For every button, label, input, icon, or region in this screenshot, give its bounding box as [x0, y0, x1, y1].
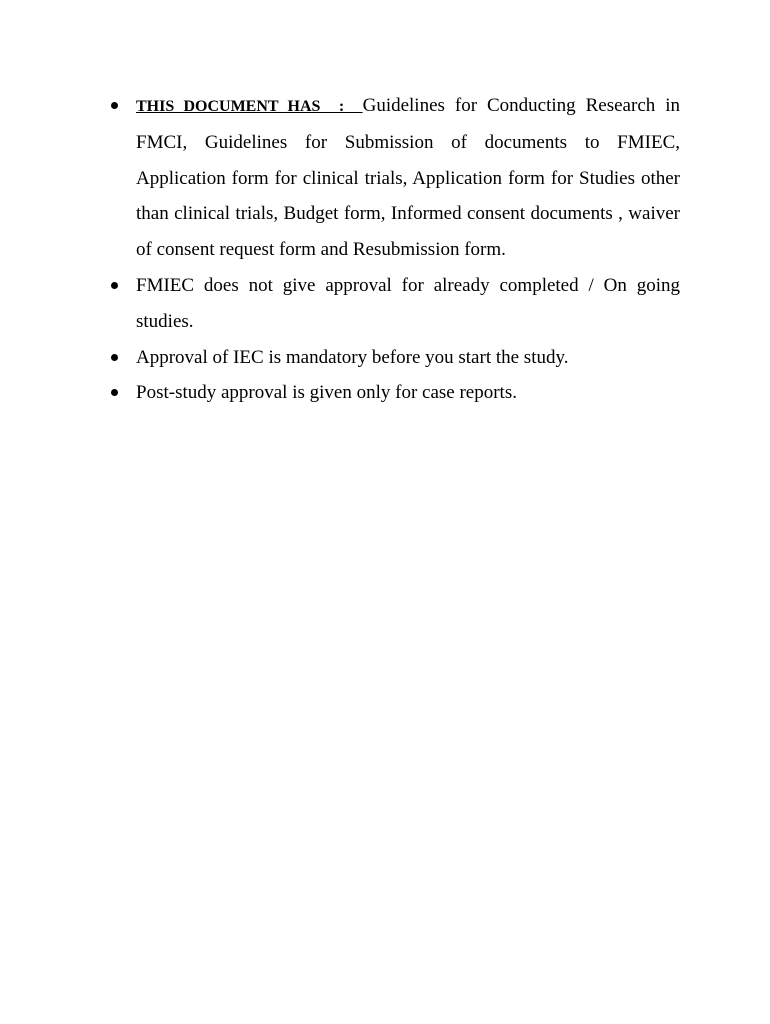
iec-mandatory-text: Approval of IEC is mandatory before you start the study.: [136, 346, 569, 368]
bullet-list: [108, 88, 680, 411]
post-study-text: Post-study approval is given only for case reports.: [136, 382, 517, 404]
bullet-item-iec-mandatory: [108, 340, 680, 376]
bullet-dot-icon: [111, 102, 118, 109]
document-contents-text: Guidelines for Conducting Research in FMCI, Guidelines for Submission of documents to FMIEC, Application form for clinical trials, Application form for Studies other than clinical trials, Budget form, Informed consent documents , waiver of consent request form and Resubmission form.: [136, 95, 680, 261]
document-has-label: THIS DOCUMENT HAS :: [136, 98, 363, 115]
bullet-item-document-contents: [108, 88, 680, 268]
approval-policy-text: FMIEC does not give approval for already completed / On going studies.: [136, 274, 680, 332]
bullet-dot-icon: [111, 282, 118, 289]
bullet-item-post-study: [108, 375, 680, 411]
bullet-item-approval-policy: [108, 268, 680, 340]
bullet-dot-icon: [111, 389, 118, 396]
bullet-dot-icon: [111, 354, 118, 361]
